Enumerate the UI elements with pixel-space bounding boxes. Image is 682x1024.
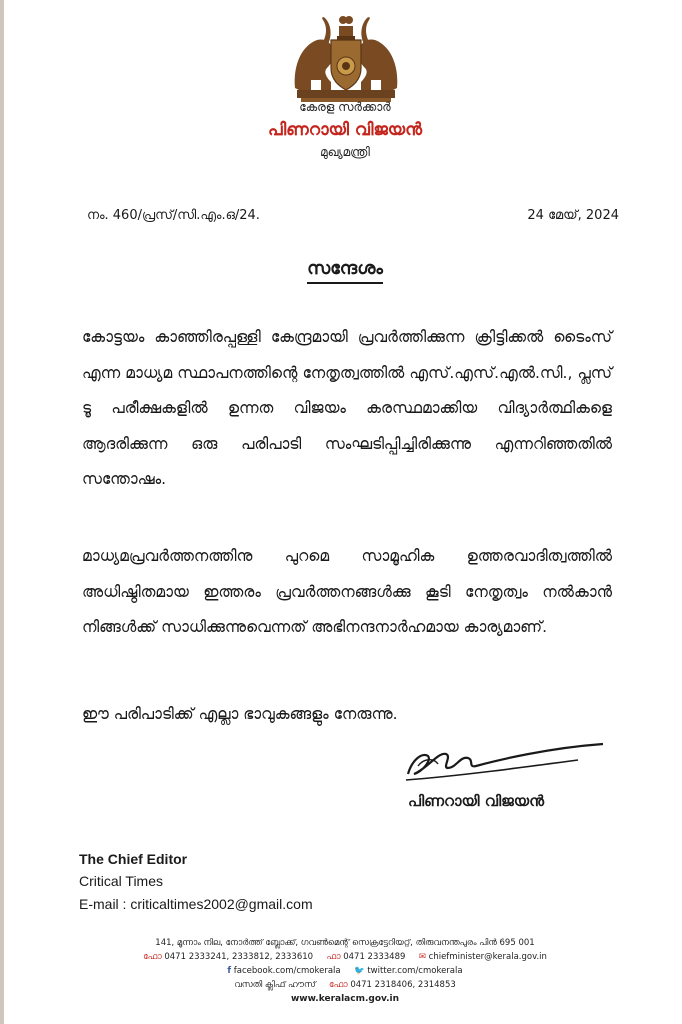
footer-address: 141, മൂന്നാം നില, നോർത്ത് ബ്ലോക്ക്, ഗവൺമെന്റ് സെക്രട്ടേറിയറ്റ്, തിരുവനന്തപുരം പിൻ 695 001 <box>155 938 535 948</box>
facebook-link[interactable]: facebook.com/cmokerala <box>233 966 341 976</box>
twitter-link[interactable]: twitter.com/cmokerala <box>367 966 463 976</box>
phone-label: ഫോ <box>143 952 162 962</box>
handwritten-signature-icon <box>398 738 608 786</box>
fax-number: 0471 2333489 <box>343 952 406 962</box>
letter-date: 24 മേയ്, 2024 <box>527 208 619 223</box>
residence-name: വസതി ക്ലിഫ് ഹൗസ് <box>234 980 316 990</box>
message-paragraph-3: ഈ പരിപാടിക്ക് എല്ലാ ഭാവുകങ്ങളും നേരുന്നു. <box>82 705 398 723</box>
email-icon: ✉ <box>418 952 426 962</box>
message-paragraph-2: മാധ്യമപ്രവർത്തനത്തിനു പുറമെ സാമൂഹിക ഉത്തരവാദിത്വത്തിൽ അധിഷ്ഠിതമായ ഇത്തരം പ്രവർത്തനങ്ങൾക്കു കൂടി നേതൃത്വം നൽകാൻ നിങ്ങൾക്ക് സാധിക്കുന്നുവെന്നത് അഭിനന്ദനാർഹമായ കാര്യമാണ്. <box>82 547 612 636</box>
fax-label: ഫാ <box>326 952 341 962</box>
addressee-title: The Chief Editor <box>79 851 188 867</box>
footer-email: chiefminister@kerala.gov.in <box>428 952 547 962</box>
heading-text: സന്ദേശം <box>307 258 383 284</box>
footer-residence-line <box>4 979 682 992</box>
phone-numbers: 0471 2333241, 2333812, 2333610 <box>164 952 314 962</box>
addressee-email: E-mail : criticaltimes2002@gmail.com <box>79 896 313 912</box>
signer-name: പിണറായി വിജയൻ <box>408 792 544 810</box>
facebook-icon: f <box>227 966 232 976</box>
addressee-organization: Critical Times <box>79 873 164 889</box>
residence-phone-label: ഫോ <box>329 980 348 990</box>
twitter-icon: 🐦 <box>354 966 365 976</box>
designation: മുഖ്യമന്ത്രി <box>320 145 370 159</box>
chief-minister-name: പിണറായി വിജയൻ <box>267 120 423 140</box>
footer-social-line <box>4 965 682 978</box>
footer-contact-line <box>4 951 682 964</box>
kerala-emblem-icon <box>287 6 405 106</box>
residence-phone: 0471 2318406, 2314853 <box>350 980 456 990</box>
footer-website[interactable]: www.keralacm.gov.in <box>290 994 400 1004</box>
letter-heading <box>4 258 682 279</box>
message-paragraph-1: കോട്ടയം കാഞ്ഞിരപ്പള്ളി കേന്ദ്രമായി പ്രവർത്തിക്കുന്ന ക്രിട്ടിക്കൽ ടൈംസ് എന്ന മാധ്യമ സ്ഥാപനത്തിന്റെ നേതൃത്വത്തിൽ എസ്.എസ്.എൽ.സി., പ്ലസ് ടൂ പരീക്ഷകളിൽ ഉന്നത വിജയം കരസ്ഥമാക്കിയ വിദ്യാർത്ഥികളെ ആദരിക്കുന്ന ഒരു പരിപാടി സംഘടിപ്പിച്ചിരിക്കുന്നു എന്നറിഞ്ഞതിൽ സന്തോഷം. <box>82 328 612 488</box>
reference-number: നം. 460/പ്രസ്/സി.എം.ഒ/24. <box>87 208 260 223</box>
government-name: കേരള സർക്കാർ <box>299 100 391 114</box>
